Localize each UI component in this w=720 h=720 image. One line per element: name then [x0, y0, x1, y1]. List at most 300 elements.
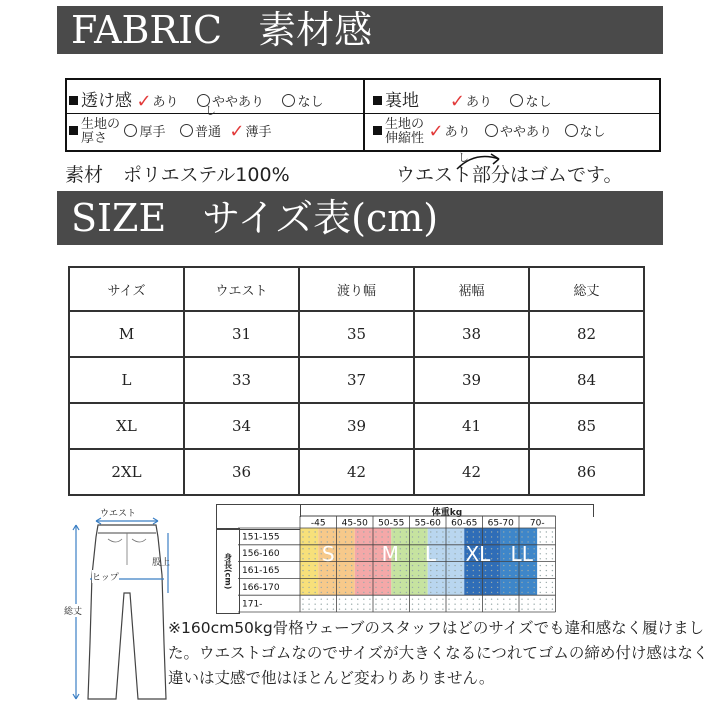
chart-dot — [394, 531, 395, 532]
chart-dot — [314, 531, 315, 532]
chart-dot — [424, 604, 425, 605]
chart-dot — [333, 604, 334, 605]
stretch-row — [373, 117, 606, 146]
chart-dot — [369, 570, 370, 571]
chart-dot — [412, 592, 413, 593]
material-label: 素材 — [65, 164, 104, 186]
chart-dot — [345, 592, 346, 593]
size-banner — [57, 191, 663, 245]
chart-dot — [400, 553, 401, 554]
chart-dot — [327, 587, 328, 588]
chart-dot — [339, 565, 340, 566]
chart-dot — [357, 558, 358, 559]
chart-dot — [424, 570, 425, 571]
table-cell: 39 — [299, 403, 414, 449]
chart-dot — [345, 604, 346, 605]
chart-dot — [485, 604, 486, 605]
chart-dot — [430, 599, 431, 600]
chart-dot — [302, 558, 303, 559]
chart-dot — [339, 587, 340, 588]
chart-dot — [321, 570, 322, 571]
chart-dot — [503, 599, 504, 600]
chart-dot — [503, 541, 504, 542]
chart-dot — [436, 536, 437, 537]
chart-dot — [345, 587, 346, 588]
chart-dot — [357, 541, 358, 542]
chart-dot — [339, 604, 340, 605]
radio-circle-icon — [565, 124, 578, 137]
chart-dot — [485, 609, 486, 610]
chart-dot — [460, 582, 461, 583]
chart-dot — [357, 548, 358, 549]
chart-dot — [308, 570, 309, 571]
chart-dot — [333, 531, 334, 532]
chart-dot — [351, 565, 352, 566]
table-cell: 38 — [414, 311, 529, 357]
chart-dot — [503, 582, 504, 583]
material-line — [65, 160, 290, 187]
chart-dot — [448, 553, 449, 554]
chart-dot — [321, 592, 322, 593]
chart-dot — [314, 548, 315, 549]
chart-dot — [552, 570, 553, 571]
chart-dot — [394, 604, 395, 605]
chart-dot — [527, 587, 528, 588]
chart-dot — [314, 558, 315, 559]
chart-dot — [327, 575, 328, 576]
weight-label: 45-50 — [341, 518, 368, 529]
chart-dot — [363, 536, 364, 537]
stretch-option-no: なし — [579, 125, 606, 140]
thickness-option-thick: 厚手 — [139, 125, 166, 140]
chart-dot — [357, 609, 358, 610]
chart-dot — [479, 531, 480, 532]
chart-dot — [515, 582, 516, 583]
chart-dot — [460, 587, 461, 588]
chart-dot — [363, 548, 364, 549]
chart-dot — [436, 548, 437, 549]
chart-dot — [430, 531, 431, 532]
radio-circle-icon — [124, 124, 137, 137]
chart-dot — [448, 558, 449, 559]
chart-dot — [406, 541, 407, 542]
chart-dot — [454, 531, 455, 532]
chart-dot — [302, 582, 303, 583]
chart-dot — [369, 604, 370, 605]
chart-dot — [436, 582, 437, 583]
radio-circle-icon — [180, 124, 193, 137]
chart-dot — [430, 582, 431, 583]
chart-dot — [479, 587, 480, 588]
table-cell: 82 — [529, 311, 644, 357]
chart-dot — [394, 536, 395, 537]
chart-dot — [552, 565, 553, 566]
chart-dot — [527, 592, 528, 593]
chart-dot — [363, 553, 364, 554]
chart-dot — [527, 531, 528, 532]
chart-dot — [454, 604, 455, 605]
chart-dot — [308, 531, 309, 532]
chart-dot — [521, 582, 522, 583]
chart-dot — [515, 599, 516, 600]
chart-dot — [546, 575, 547, 576]
chart-dot — [540, 553, 541, 554]
chart-dot — [436, 565, 437, 566]
chart-dot — [454, 565, 455, 566]
table-cell: L — [69, 357, 184, 403]
chart-dot — [460, 575, 461, 576]
chart-dot — [369, 609, 370, 610]
chart-dot — [533, 592, 534, 593]
chart-dot — [460, 570, 461, 571]
chart-dot — [381, 592, 382, 593]
chart-dot — [345, 599, 346, 600]
material-value: ポリエステル100% — [123, 164, 290, 186]
chart-dot — [460, 541, 461, 542]
chart-dot — [485, 582, 486, 583]
chart-dot — [448, 536, 449, 537]
chart-dot — [521, 599, 522, 600]
chart-dot — [418, 553, 419, 554]
chart-dot — [314, 575, 315, 576]
chart-dot — [302, 570, 303, 571]
chart-dot — [521, 575, 522, 576]
chart-dot — [406, 570, 407, 571]
chart-dot — [521, 604, 522, 605]
chart-dot — [491, 575, 492, 576]
chart-dot — [473, 609, 474, 610]
chart-dot — [515, 587, 516, 588]
chart-dot — [363, 541, 364, 542]
chart-dot — [540, 565, 541, 566]
chart-dot — [473, 587, 474, 588]
chart-dot — [406, 536, 407, 537]
chart-dot — [363, 582, 364, 583]
overflow-char: し — [205, 104, 216, 117]
chart-dot — [357, 575, 358, 576]
chart-dot — [381, 604, 382, 605]
chart-dot — [503, 570, 504, 571]
chart-dot — [515, 536, 516, 537]
chart-dot — [430, 587, 431, 588]
chart-dot — [333, 536, 334, 537]
chart-dot — [369, 558, 370, 559]
size-banner-en: SIZE — [71, 196, 167, 240]
chart-dot — [412, 570, 413, 571]
chart-dot — [400, 587, 401, 588]
size-header-cell: 裾幅 — [414, 267, 529, 311]
chart-dot — [302, 599, 303, 600]
chart-dot — [412, 565, 413, 566]
lining-option-no: なし — [525, 95, 552, 110]
thickness-row — [69, 118, 286, 146]
chart-dot — [302, 575, 303, 576]
chart-dot — [503, 536, 504, 537]
chart-dot — [552, 541, 553, 542]
chart-dot — [387, 531, 388, 532]
chart-dot — [302, 553, 303, 554]
sheer-option-yes: あり — [152, 95, 179, 110]
height-label: 171- — [242, 599, 263, 610]
weight-label: 50-55 — [378, 518, 405, 529]
size-table-header — [69, 267, 644, 311]
chart-dot — [424, 599, 425, 600]
chart-dot — [436, 599, 437, 600]
chart-dot — [552, 587, 553, 588]
chart-dot — [375, 599, 376, 600]
chart-dot — [540, 575, 541, 576]
chart-dot — [473, 536, 474, 537]
chart-dot — [369, 565, 370, 566]
chart-dot — [351, 570, 352, 571]
table-cell: 37 — [299, 357, 414, 403]
chart-dot — [412, 548, 413, 549]
table-row — [69, 311, 644, 357]
chart-dot — [418, 565, 419, 566]
size-banner-jp: サイズ表(cm) — [202, 196, 439, 240]
chart-dot — [442, 553, 443, 554]
chart-dot — [308, 536, 309, 537]
thickness-option-thin: 薄手 — [245, 125, 272, 140]
chart-dot — [369, 582, 370, 583]
thickness-label-b: 厚さ — [81, 131, 108, 146]
check-icon: ✓ — [428, 121, 444, 142]
chart-dot — [418, 582, 419, 583]
chart-dot — [491, 587, 492, 588]
chart-dot — [467, 575, 468, 576]
chart-dot — [333, 599, 334, 600]
chart-dot — [387, 609, 388, 610]
chart-dot — [473, 582, 474, 583]
chart-dot — [442, 570, 443, 571]
chart-dot — [442, 536, 443, 537]
chart-dot — [394, 582, 395, 583]
chart-dot — [327, 599, 328, 600]
chart-dot — [442, 531, 443, 532]
chart-dot — [533, 575, 534, 576]
chart-dot — [327, 604, 328, 605]
chart-dot — [351, 609, 352, 610]
chart-dot — [345, 609, 346, 610]
chart-dot — [454, 558, 455, 559]
chart-dot — [314, 565, 315, 566]
sheer-label: 透け感 — [81, 91, 132, 111]
chart-dot — [339, 570, 340, 571]
chart-dot — [321, 575, 322, 576]
chart-dot — [406, 599, 407, 600]
chart-dot — [533, 541, 534, 542]
diagram-waist-label: ウエスト — [100, 509, 137, 519]
chart-dot — [375, 558, 376, 559]
chart-dot — [515, 592, 516, 593]
chart-dot — [314, 604, 315, 605]
height-label: 156-160 — [242, 549, 280, 560]
chart-dot — [485, 599, 486, 600]
table-cell: 86 — [529, 449, 644, 495]
chart-dot — [314, 599, 315, 600]
chart-dot — [308, 553, 309, 554]
chart-dot — [491, 599, 492, 600]
chart-dot — [436, 570, 437, 571]
chart-dot — [333, 575, 334, 576]
chart-dot — [509, 582, 510, 583]
chart-dot — [327, 592, 328, 593]
chart-dot — [552, 575, 553, 576]
chart-dot — [448, 575, 449, 576]
chart-dot — [527, 599, 528, 600]
chart-dot — [400, 565, 401, 566]
chart-dot — [400, 548, 401, 549]
chart-dot — [436, 587, 437, 588]
chart-dot — [418, 570, 419, 571]
chart-dot — [302, 536, 303, 537]
lining-option-yes: あり — [466, 95, 493, 110]
table-row — [69, 403, 644, 449]
chart-dot — [497, 565, 498, 566]
chart-dot — [412, 541, 413, 542]
chart-dot — [345, 570, 346, 571]
chart-dot — [412, 582, 413, 583]
size-table — [68, 266, 645, 496]
chart-dot — [546, 604, 547, 605]
chart-dot — [302, 548, 303, 549]
stretch-option-yes: あり — [444, 125, 471, 140]
chart-dot — [308, 609, 309, 610]
chart-dot — [540, 609, 541, 610]
chart-dot — [321, 582, 322, 583]
chart-dot — [424, 587, 425, 588]
chart-dot — [314, 536, 315, 537]
chart-dot — [503, 592, 504, 593]
chart-dot — [351, 536, 352, 537]
chart-dot — [460, 531, 461, 532]
chart-dot — [363, 609, 364, 610]
chart-dot — [400, 575, 401, 576]
chart-dot — [363, 558, 364, 559]
chart-dot — [467, 587, 468, 588]
chart-dot — [503, 575, 504, 576]
chart-dot — [521, 570, 522, 571]
chart-dot — [552, 536, 553, 537]
size-header-cell: 総丈 — [529, 267, 644, 311]
chart-dot — [412, 599, 413, 600]
chart-dot — [357, 570, 358, 571]
chart-dot — [497, 592, 498, 593]
height-title: 身長(cm) — [223, 552, 233, 590]
chart-dot — [533, 548, 534, 549]
chart-dot — [369, 587, 370, 588]
thickness-label-a: 生地の — [81, 117, 121, 132]
chart-dot — [479, 570, 480, 571]
chart-dot — [448, 570, 449, 571]
chart-dot — [424, 582, 425, 583]
chart-dot — [418, 592, 419, 593]
chart-dot — [515, 575, 516, 576]
chart-dot — [533, 558, 534, 559]
chart-dot — [503, 604, 504, 605]
chart-dot — [345, 558, 346, 559]
chart-dot — [406, 604, 407, 605]
chart-dot — [302, 531, 303, 532]
chart-dot — [436, 575, 437, 576]
chart-dot — [351, 587, 352, 588]
chart-dot — [515, 531, 516, 532]
chart-dot — [479, 575, 480, 576]
chart-dot — [467, 592, 468, 593]
chart-dot — [314, 582, 315, 583]
chart-dot — [533, 609, 534, 610]
chart-dot — [546, 531, 547, 532]
chart-grid-svg — [238, 516, 558, 614]
chart-dot — [509, 604, 510, 605]
chart-dot — [473, 592, 474, 593]
chart-dot — [351, 599, 352, 600]
chart-dot — [381, 609, 382, 610]
chart-dot — [314, 587, 315, 588]
sheer-row — [69, 86, 324, 112]
chart-dot — [533, 536, 534, 537]
chart-dot — [375, 565, 376, 566]
chart-dot — [436, 558, 437, 559]
chart-dot — [339, 536, 340, 537]
chart-dot — [552, 609, 553, 610]
chart-dot — [442, 541, 443, 542]
chart-dot — [400, 536, 401, 537]
chart-dot — [424, 575, 425, 576]
table-cell: 34 — [184, 403, 299, 449]
chart-dot — [448, 609, 449, 610]
chart-dot — [363, 565, 364, 566]
size-zone-label: L — [424, 541, 437, 566]
chart-dot — [479, 609, 480, 610]
chart-dot — [357, 536, 358, 537]
chart-dot — [485, 575, 486, 576]
chart-dot — [375, 587, 376, 588]
chart-dot — [497, 558, 498, 559]
chart-dot — [527, 575, 528, 576]
chart-dot — [375, 609, 376, 610]
chart-dot — [400, 541, 401, 542]
chart-dot — [509, 592, 510, 593]
chart-dot — [509, 531, 510, 532]
chart-dot — [479, 582, 480, 583]
chart-dot — [314, 541, 315, 542]
chart-dot — [467, 531, 468, 532]
chart-dot — [381, 570, 382, 571]
table-cell: 42 — [414, 449, 529, 495]
chart-dot — [302, 565, 303, 566]
chart-dot — [454, 599, 455, 600]
chart-dot — [460, 558, 461, 559]
chart-dot — [357, 604, 358, 605]
chart-dot — [327, 570, 328, 571]
chart-dot — [552, 592, 553, 593]
chart-dot — [381, 536, 382, 537]
chart-dot — [546, 548, 547, 549]
chart-dot — [321, 599, 322, 600]
chart-dot — [485, 531, 486, 532]
chart-dot — [430, 575, 431, 576]
chart-dot — [314, 570, 315, 571]
radio-circle-icon — [510, 94, 523, 107]
chart-dot — [387, 599, 388, 600]
chart-dot — [467, 599, 468, 600]
footnote: ※160cm50kg骨格ウェーブのスタッフはどのサイズでも違和感なく履けました。ウエストゴムなのでサイズが大きくなるにつれてゴムの締め付け感はなく違いは丈感で他はほとんど変わりありません。 — [168, 619, 709, 687]
chart-dot — [302, 609, 303, 610]
diagram-rise-label: 股上 — [152, 558, 171, 568]
chart-dot — [430, 570, 431, 571]
fabric-properties-table — [65, 78, 661, 152]
